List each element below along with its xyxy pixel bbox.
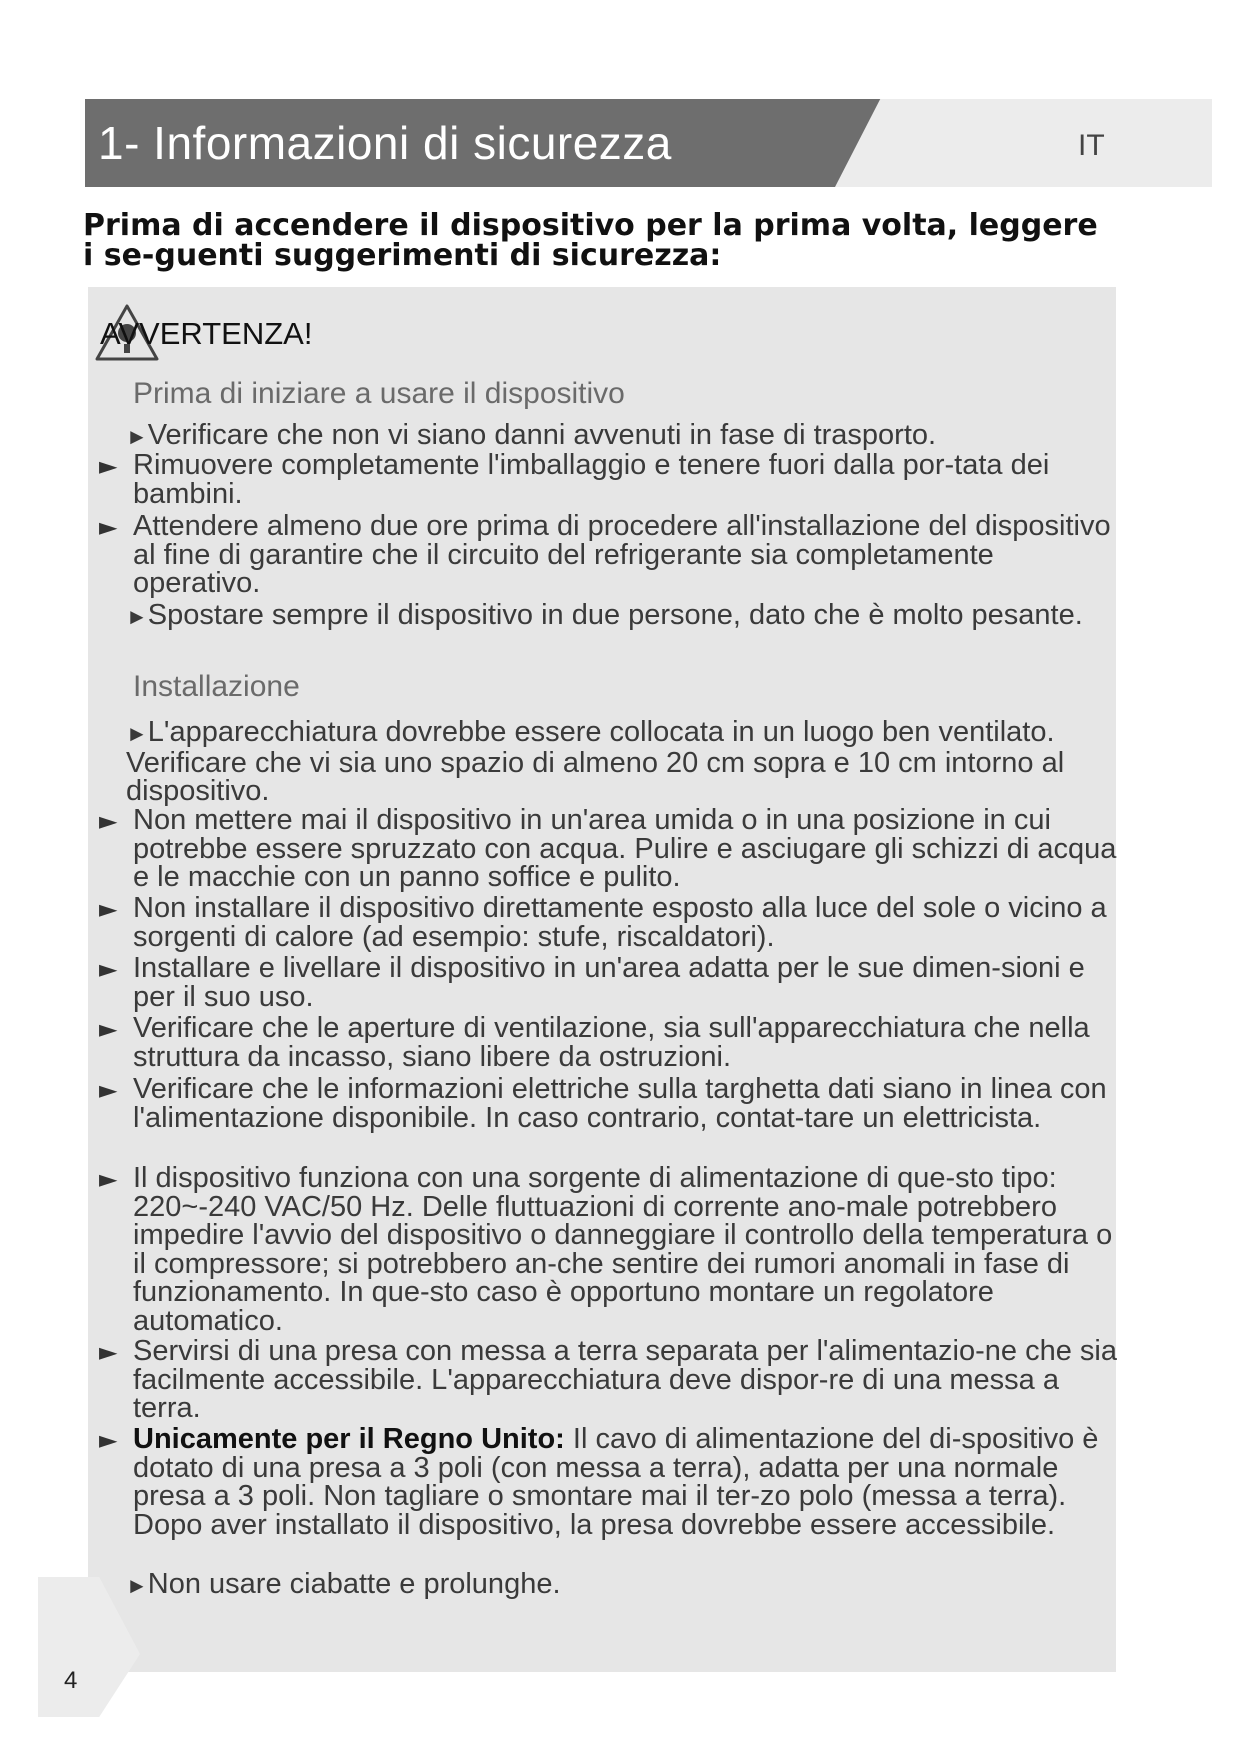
section-heading-installation: Installazione [133,670,300,703]
bullet-icon: ► [99,513,118,541]
language-label: IT [1078,129,1105,162]
list-item: Servirsi di una presa con messa a terra separata per l'alimentazio-ne che sia facilmente accessibile. L'apparecchiatura deve dispor-re di una messa a terra. [133,1335,1117,1424]
list-item: Non mettere mai il dispositivo in un'area umida o in una posizione in cui potrebbe essere spruzzato con acqua. Pulire e asciugare gli schizzi di acqua e le macchie con un panno soffice e pulito. [133,804,1117,893]
bullet-icon: ► [99,1338,118,1366]
list-item: ►L'apparecchiatura dovrebbe essere collocata in un luogo ben ventilato. Verificare che vi sia uno spazio di almeno 20 cm sopra e 10 cm intorno al dispositivo. [126,716,1065,807]
list-item: Verificare che le informazioni elettriche sulla targhetta dati siano in linea con l'alimentazione disponibile. In caso contrario, contat-tare un elettricista. [133,1073,1107,1134]
bullet-icon: ► [99,807,118,835]
list-item: ►Non usare ciabatte e prolunghe. [126,1568,561,1600]
intro-text: Prima di accendere il dispositivo per la prima volta, leggere i se-guenti suggerimenti di sicurezza: [83,208,1098,273]
list-item: Non installare il dispositivo direttamente esposto alla luce del sole o vicino a sorgenti di calore (ad esempio: stufe, riscaldatori). [133,892,1107,953]
bullet-icon: ► [99,452,118,480]
page-title: 1- Informazioni di sicurezza [98,117,672,169]
bullet-icon: ► [99,1426,118,1454]
warning-title: AVVERTENZA! [100,316,313,351]
bullet-icon: ► [99,1015,118,1043]
list-item: Verificare che le aperture di ventilazione, sia sull'apparecchiatura che nella struttura da incasso, siano libere da ostruzioni. [133,1012,1090,1073]
uk-label: Unicamente per il Regno Unito: [133,1423,565,1455]
list-item: Installare e livellare il dispositivo in un'area adatta per le sue dimen-sioni e per il suo uso. [133,952,1085,1013]
list-item: Il dispositivo funziona con una sorgente di alimentazione di que-sto tipo: 220~-240 VAC/50 Hz. Delle fluttuazioni di corrente ano-male potrebbero impedire l'avvio del dispositivo o danneggiare il controllo della temperatura o il compressore; si potrebbero an-che sentire dei rumori anomali in fase di funzionamento. In que-sto caso è opportuno montare un regolatore automatico. [133,1162,1113,1337]
bullet-icon: ► [99,1165,118,1193]
bullet-icon: ► [99,955,118,983]
section-heading-before-use: Prima di iniziare a usare il dispositivo [133,377,625,410]
page-number: 4 [64,1667,78,1694]
bullet-icon: ► [99,1076,118,1104]
list-item: Attendere almeno due ore prima di procedere all'installazione del dispositivo al fine di garantire che il circuito del refrigerante sia completamente operativo. [133,510,1111,599]
list-item: ►Verificare che non vi siano danni avvenuti in fase di trasporto. [126,419,937,451]
bullet-icon: ► [99,895,118,923]
list-item-uk: Unicamente per il Regno Unito: Il cavo di alimentazione del di-spositivo è dotato di una presa a 3 poli (con messa a terra), adatta per una normale presa a 3 poli. Non tagliare o smontare mai il ter-zo polo (messa a terra). Dopo aver installato il dispositivo, la presa dovrebbe essere accessibile. [133,1423,1099,1541]
list-item: ►Spostare sempre il dispositivo in due persone, dato che è molto pesante. [126,599,1083,631]
language-tab [835,99,1212,187]
list-item: Rimuovere completamente l'imballaggio e tenere fuori dalla por-tata dei bambini. [133,449,1050,510]
